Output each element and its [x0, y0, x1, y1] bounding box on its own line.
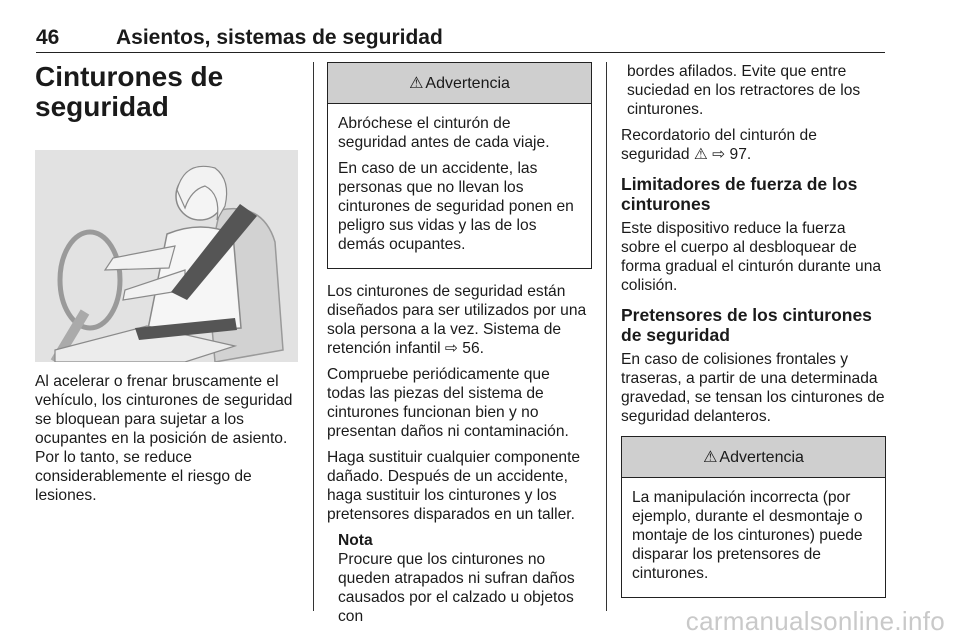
warning-box	[621, 436, 886, 598]
warning-text: Abróchese el cinturón de seguridad antes de cada viaje.	[338, 115, 550, 151]
warning-body	[328, 104, 591, 268]
warning-header	[328, 63, 591, 104]
subheading-pretensioners: Pretensores de los cinturones de seguridad	[621, 305, 872, 345]
warning-text: La manipulación incorrecta (por ejemplo, durante el desmontaje o montaje de los cinturones) puede disparar los pretensores de cinturones.	[632, 489, 863, 582]
warning-box	[327, 62, 592, 269]
section-heading: Cinturones de seguridad	[35, 61, 224, 122]
seatbelt-driver-illustration	[35, 150, 298, 362]
warning-text: En caso de un accidente, las personas que no llevan los cinturones de seguridad ponen en peligro sus vidas y las de los demás ocupantes.	[338, 160, 574, 253]
note-block	[327, 531, 592, 626]
warning-header	[622, 437, 885, 478]
warning-icon: ⚠	[703, 448, 718, 466]
body-paragraph: Compruebe periódicamente que todas las piezas del sistema de cinturones funcionan bien y no presentan daños ni contaminación.	[327, 366, 569, 440]
note-title: Nota	[338, 532, 373, 549]
column-2	[327, 62, 592, 626]
intro-paragraph: Al acelerar o frenar bruscamente el vehículo, los cinturones de seguridad se bloquean para sujetar a los ocupantes en la posición de asiento. Por lo tanto, se reduce considerablemente el riesgo de lesiones.	[35, 373, 293, 504]
column-divider	[313, 62, 314, 611]
pretensioners-paragraph: En caso de colisiones frontales y traseras, a partir de una determinada gravedad, se tensan los cinturones de seguridad delanteros.	[621, 351, 885, 425]
warning-title: Advertencia	[719, 448, 804, 466]
note-continuation: bordes afilados. Evite que entre suciedad en los retractores de los cinturones.	[627, 63, 861, 118]
watermark: carmanualsonline.info	[685, 606, 945, 636]
body-paragraph: Los cinturones de seguridad están diseñados para ser utilizados por una sola persona a la vez. Sistema de retención infantil ⇨ 56.	[327, 283, 587, 357]
warning-icon: ⚠	[409, 74, 424, 92]
page-title: Asientos, sistemas de seguridad	[116, 26, 443, 49]
page-number: 46	[36, 26, 60, 49]
column-divider	[606, 62, 607, 611]
subheading-limiters: Limitadores de fuerza de los cinturones	[621, 174, 858, 214]
warning-title: Advertencia	[425, 74, 510, 92]
body-paragraph: Haga sustituir cualquier componente dañado. Después de un accidente, haga sustituir los cinturones y los pretensores disparados en un taller.	[327, 449, 581, 523]
note-text: Procure que los cinturones no queden atrapados ni sufran daños causados por el calzado u objetos con	[338, 551, 575, 625]
column-1	[35, 62, 300, 512]
seatbelt-reminder-text: Recordatorio del cinturón de seguridad ⚠ ⇨ 97.	[621, 127, 817, 163]
warning-body	[622, 478, 885, 597]
limiters-paragraph: Este dispositivo reduce la fuerza sobre el cuerpo al desbloquear de forma gradual el cinturón durante una colisión.	[621, 220, 882, 294]
column-3	[621, 62, 886, 611]
page-header	[36, 22, 885, 53]
